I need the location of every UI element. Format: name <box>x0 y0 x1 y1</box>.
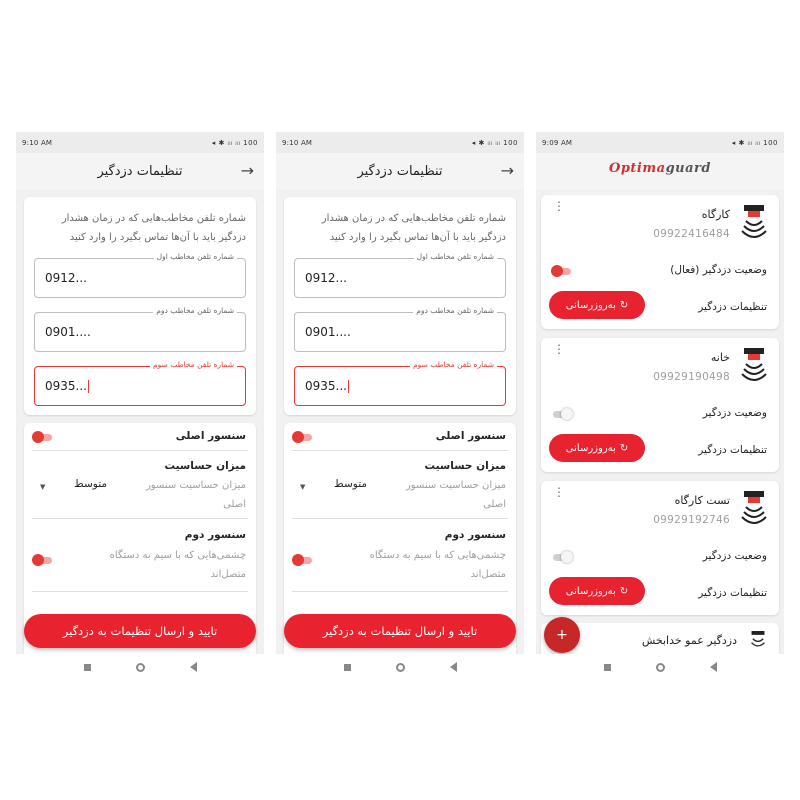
arrow-right-icon[interactable]: → <box>500 161 514 180</box>
refresh-button[interactable]: ↻ به‌روزرسانی <box>549 434 645 462</box>
status-bar <box>276 132 524 153</box>
phone-field-2-value: 0901.... <box>305 325 351 339</box>
phone-field-2-label: شماره تلفن مخاطب دوم <box>413 306 497 315</box>
sensitivity-description: میزان حساسیت سنسور اصلی <box>145 480 246 510</box>
page-title: تنظیمات دزدگیر <box>357 163 443 179</box>
device-phone: 09929192746 <box>653 514 730 526</box>
second-sensor-toggle[interactable] <box>32 554 54 566</box>
refresh-icon: ↻ <box>619 299 629 311</box>
phone-field-3-label: شماره تلفن مخاطب سوم <box>410 360 497 369</box>
device-phone: 09929190498 <box>653 371 730 383</box>
alarm-status-label: وضعیت دزدگیر <box>702 550 767 562</box>
phone-field-1[interactable] <box>294 252 506 298</box>
device-name: دزدگیر عمو خدابخش <box>641 634 737 647</box>
divider <box>292 518 508 519</box>
second-sensor-toggle[interactable] <box>292 554 314 566</box>
app-bar <box>276 153 524 189</box>
device-name: خانه <box>710 351 730 364</box>
status-time: 9:10 AM <box>22 138 53 147</box>
back-nav-icon[interactable] <box>190 662 197 672</box>
alarm-status-label: وضعیت دزدگیر (فعال) <box>670 264 767 276</box>
add-device-button[interactable]: + <box>544 617 580 653</box>
sensitivity-title: میزان حساسیت <box>424 460 506 472</box>
app-bar <box>536 153 784 189</box>
system-nav-bar <box>276 654 524 680</box>
alarm-status-toggle[interactable] <box>551 408 573 420</box>
alarm-siren-icon <box>741 205 767 239</box>
home-icon[interactable] <box>396 663 405 672</box>
contacts-card <box>24 197 256 415</box>
sensitivity-select[interactable]: متوسط <box>334 478 367 490</box>
device-phone: 09922416484 <box>653 228 730 240</box>
phone-field-3[interactable] <box>34 360 246 406</box>
status-icons: ◂ ✱ ᵢₗₗ ᵢₗₗ 100 <box>211 138 258 147</box>
device-card <box>541 481 779 615</box>
device-name: کارگاه <box>701 208 730 221</box>
phone-field-3-value: 0935... <box>45 379 87 393</box>
sensitivity-description: میزان حساسیت سنسور اصلی <box>405 480 506 510</box>
status-time: 9:10 AM <box>282 138 313 147</box>
refresh-button[interactable]: ↻ به‌روزرسانی <box>549 577 645 605</box>
recent-apps-icon[interactable] <box>84 664 91 671</box>
device-list <box>536 189 784 654</box>
contacts-description: شماره تلفن مخاطب‌هایی که در زمان هشدار دزدگیر باید با آن‌ها تماس بگیرد را وارد کنید <box>321 213 506 243</box>
alarm-status-toggle[interactable] <box>551 265 573 277</box>
phone-field-3[interactable] <box>294 360 506 406</box>
second-sensor-label: سنسور دوم <box>184 529 246 541</box>
phone-field-1-label: شماره تلفن مخاطب اول <box>414 252 497 261</box>
settings-content <box>16 189 264 654</box>
status-bar <box>16 132 264 153</box>
alarm-siren-icon <box>749 631 767 653</box>
main-sensor-toggle[interactable] <box>292 431 314 443</box>
divider <box>32 450 248 451</box>
chevron-down-icon[interactable]: ▼ <box>40 483 46 491</box>
confirm-send-button[interactable]: تایید و ارسال تنظیمات به دزدگیر <box>24 614 256 648</box>
phone-field-1-label: شماره تلفن مخاطب اول <box>154 252 237 261</box>
alarm-status-toggle[interactable] <box>551 551 573 563</box>
device-card <box>541 195 779 329</box>
second-sensor-label: سنسور دوم <box>444 529 506 541</box>
recent-apps-icon[interactable] <box>604 664 611 671</box>
page-title: تنظیمات دزدگیر <box>97 163 183 179</box>
arrow-right-icon[interactable]: → <box>240 161 254 180</box>
second-sensor-description: چشمی‌هایی که با سیم به دستگاه متصل‌اند <box>369 550 506 580</box>
phone-field-3-value: 0935... <box>305 379 347 393</box>
phone-field-1[interactable] <box>34 252 246 298</box>
sensitivity-select[interactable]: متوسط <box>74 478 107 490</box>
divider <box>292 591 508 592</box>
home-icon[interactable] <box>656 663 665 672</box>
alarm-settings-link[interactable]: تنظیمات دزدگیر <box>698 301 767 313</box>
back-nav-icon[interactable] <box>710 662 717 672</box>
phone-field-3-label: شماره تلفن مخاطب سوم <box>150 360 237 369</box>
contacts-description: شماره تلفن مخاطب‌هایی که در زمان هشدار دزدگیر باید با آن‌ها تماس بگیرد را وارد کنید <box>61 213 246 243</box>
phone-screen-settings-2 <box>276 132 524 680</box>
status-time: 9:09 AM <box>542 138 573 147</box>
app-bar <box>16 153 264 189</box>
status-icons: ◂ ✱ ᵢₗₗ ᵢₗₗ 100 <box>731 138 778 147</box>
more-vert-icon[interactable]: ⋮ <box>553 199 565 213</box>
divider <box>292 450 508 451</box>
phone-field-2[interactable] <box>34 306 246 352</box>
divider <box>32 518 248 519</box>
status-bar <box>536 132 784 153</box>
chevron-down-icon[interactable]: ▼ <box>300 483 306 491</box>
main-sensor-label: سنسور اصلی <box>435 430 506 442</box>
optimaguard-logo: Optimaguard <box>609 161 711 176</box>
alarm-siren-icon <box>741 491 767 525</box>
main-sensor-toggle[interactable] <box>32 431 54 443</box>
refresh-icon: ↻ <box>619 585 629 597</box>
more-vert-icon[interactable]: ⋮ <box>553 485 565 499</box>
settings-content <box>276 189 524 654</box>
system-nav-bar <box>16 654 264 680</box>
refresh-icon: ↻ <box>619 442 629 454</box>
divider <box>32 591 248 592</box>
alarm-status-label: وضعیت دزدگیر <box>702 407 767 419</box>
home-icon[interactable] <box>136 663 145 672</box>
phone-field-2-label: شماره تلفن مخاطب دوم <box>153 306 237 315</box>
alarm-siren-icon <box>741 348 767 382</box>
phone-field-2[interactable] <box>294 306 506 352</box>
alarm-settings-link[interactable]: تنظیمات دزدگیر <box>698 587 767 599</box>
contacts-card <box>284 197 516 415</box>
status-icons: ◂ ✱ ᵢₗₗ ᵢₗₗ 100 <box>471 138 518 147</box>
phone-screen-device-list <box>536 132 784 680</box>
phone-field-2-value: 0901.... <box>45 325 91 339</box>
phone-field-1-value: 0912... <box>45 271 87 285</box>
alarm-settings-link[interactable]: تنظیمات دزدگیر <box>698 444 767 456</box>
more-vert-icon[interactable]: ⋮ <box>553 342 565 356</box>
second-sensor-description: چشمی‌هایی که با سیم به دستگاه متصل‌اند <box>109 550 246 580</box>
main-sensor-label: سنسور اصلی <box>175 430 246 442</box>
confirm-send-button[interactable]: تایید و ارسال تنظیمات به دزدگیر <box>284 614 516 648</box>
phone-screen-settings-1 <box>16 132 264 680</box>
device-name: تست کارگاه <box>674 494 730 507</box>
back-nav-icon[interactable] <box>450 662 457 672</box>
refresh-button[interactable]: ↻ به‌روزرسانی <box>549 291 645 319</box>
phone-field-1-value: 0912... <box>305 271 347 285</box>
system-nav-bar <box>536 654 784 680</box>
device-card <box>541 338 779 472</box>
recent-apps-icon[interactable] <box>344 664 351 671</box>
sensitivity-title: میزان حساسیت <box>164 460 246 472</box>
